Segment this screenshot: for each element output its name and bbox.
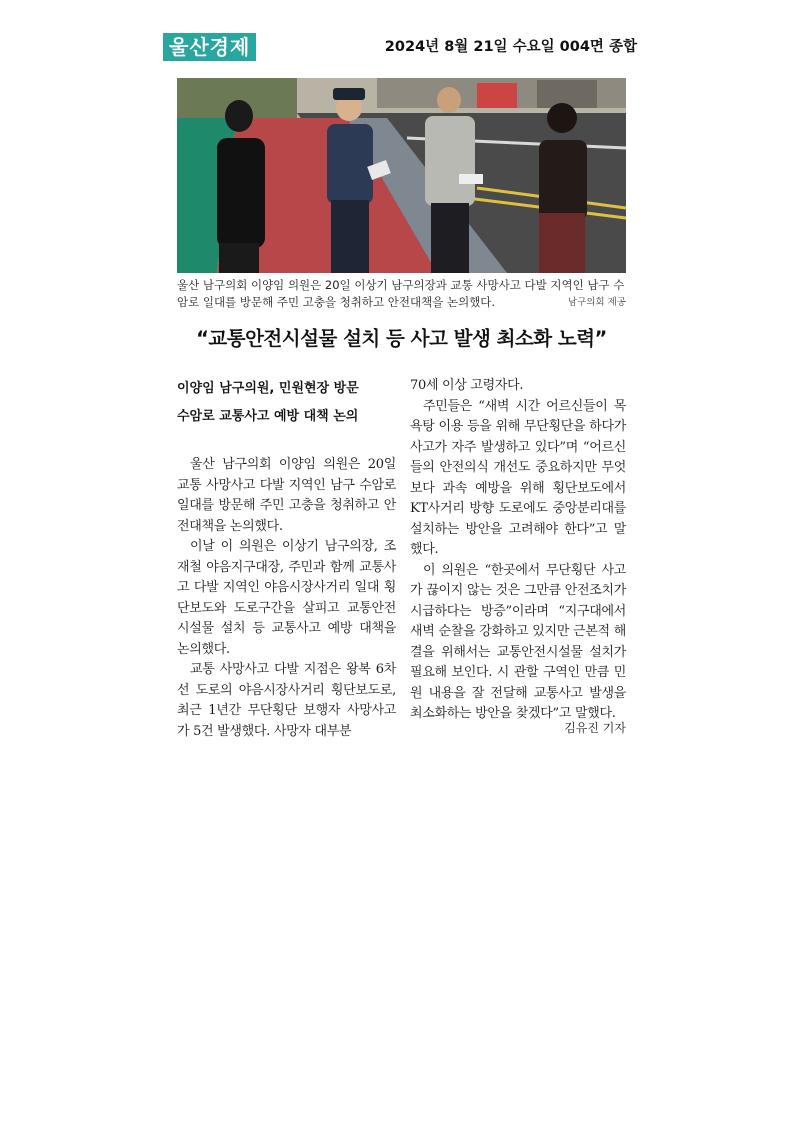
news-photo [177,78,626,273]
reporter-byline: 김유진 기자 [564,721,626,735]
article-headline: “교통안전시설물 설치 등 사고 발생 최소화 노력” [196,327,607,350]
paragraph: 이날 이 의원은 이상기 남구의장, 조재철 야음지구대장, 주민과 함께 교통사고 다발 지역인 야음시장사거리 일대 횡단보도와 도로구간을 살피고 교통안전시설물 설치 등 교통사고 예방 대책을 논의했다. [177,539,396,657]
paragraph: 주민들은 “새벽 시간 어르신들이 목욕탕 이용 등을 위해 무단횡단을 하다가 사고가 자주 발생하고 있다”며 “어르신들의 안전의식 개선도 중요하지만 무엇보다 과속 예방을 위해 횡단보도에서 KT사거리 방향 도로에도 중앙분리대를 설치하는 방안을 고려해야 한다”고 말했다. [410,398,626,557]
paragraph: 교통 사망사고 다발 지점은 왕복 6차선 도로의 야음시장사거리 횡단보도로, 최근 1년간 무단횡단 보행자 사망사고가 5건 발생했다. 사망자 대부분 [177,662,396,739]
dateline: 2024년 8월 21일 수요일 004면 종합 [384,39,637,55]
article-column-2 [410,376,626,725]
photo-illustration [177,78,626,273]
paragraph: 이 의원은 “한곳에서 무단횡단 사고가 끊이지 않는 것은 그만큼 안전조치가 시급하다는 방증”이라며 “지구대에서 새벽 순찰을 강화하고 있지만 근본적 해결을 위해서는 교통안전시설물 설치가 필요해 보인다. 시 관할 구역인 만큼 민원 내용을 잘 전달해 교통사고 발생을 최소화하는 방안을 찾겠다”고 말했다. [410,562,626,721]
photo-caption [177,277,626,311]
article-column-1 [177,455,396,742]
newspaper-logo: 울산경제 [163,33,256,61]
paragraph: 울산 남구의회 이양임 의원은 20일 교통 사망사고 다발 지역인 남구 수암로 일대를 방문해 주민 고충을 청취하고 안전대책을 논의했다. [177,457,396,534]
subhead-line-2: 수암로 교통사고 예방 대책 논의 [177,409,359,424]
article-subhead [177,375,397,431]
paragraph-continuation: 70세 이상 고령자다. [410,378,524,393]
photo-credit: 남구의회 제공 [567,297,626,308]
subhead-line-1: 이양임 남구의원, 민원현장 방문 [177,381,359,396]
masthead [163,33,637,63]
caption-text: 울산 남구의회 이양임 의원은 20일 이상기 남구의장과 교통 사망사고 다발 지역인 남구 수암로 일대를 방문해 주민 고충을 청취하고 안전대책을 논의했다. [177,278,625,309]
